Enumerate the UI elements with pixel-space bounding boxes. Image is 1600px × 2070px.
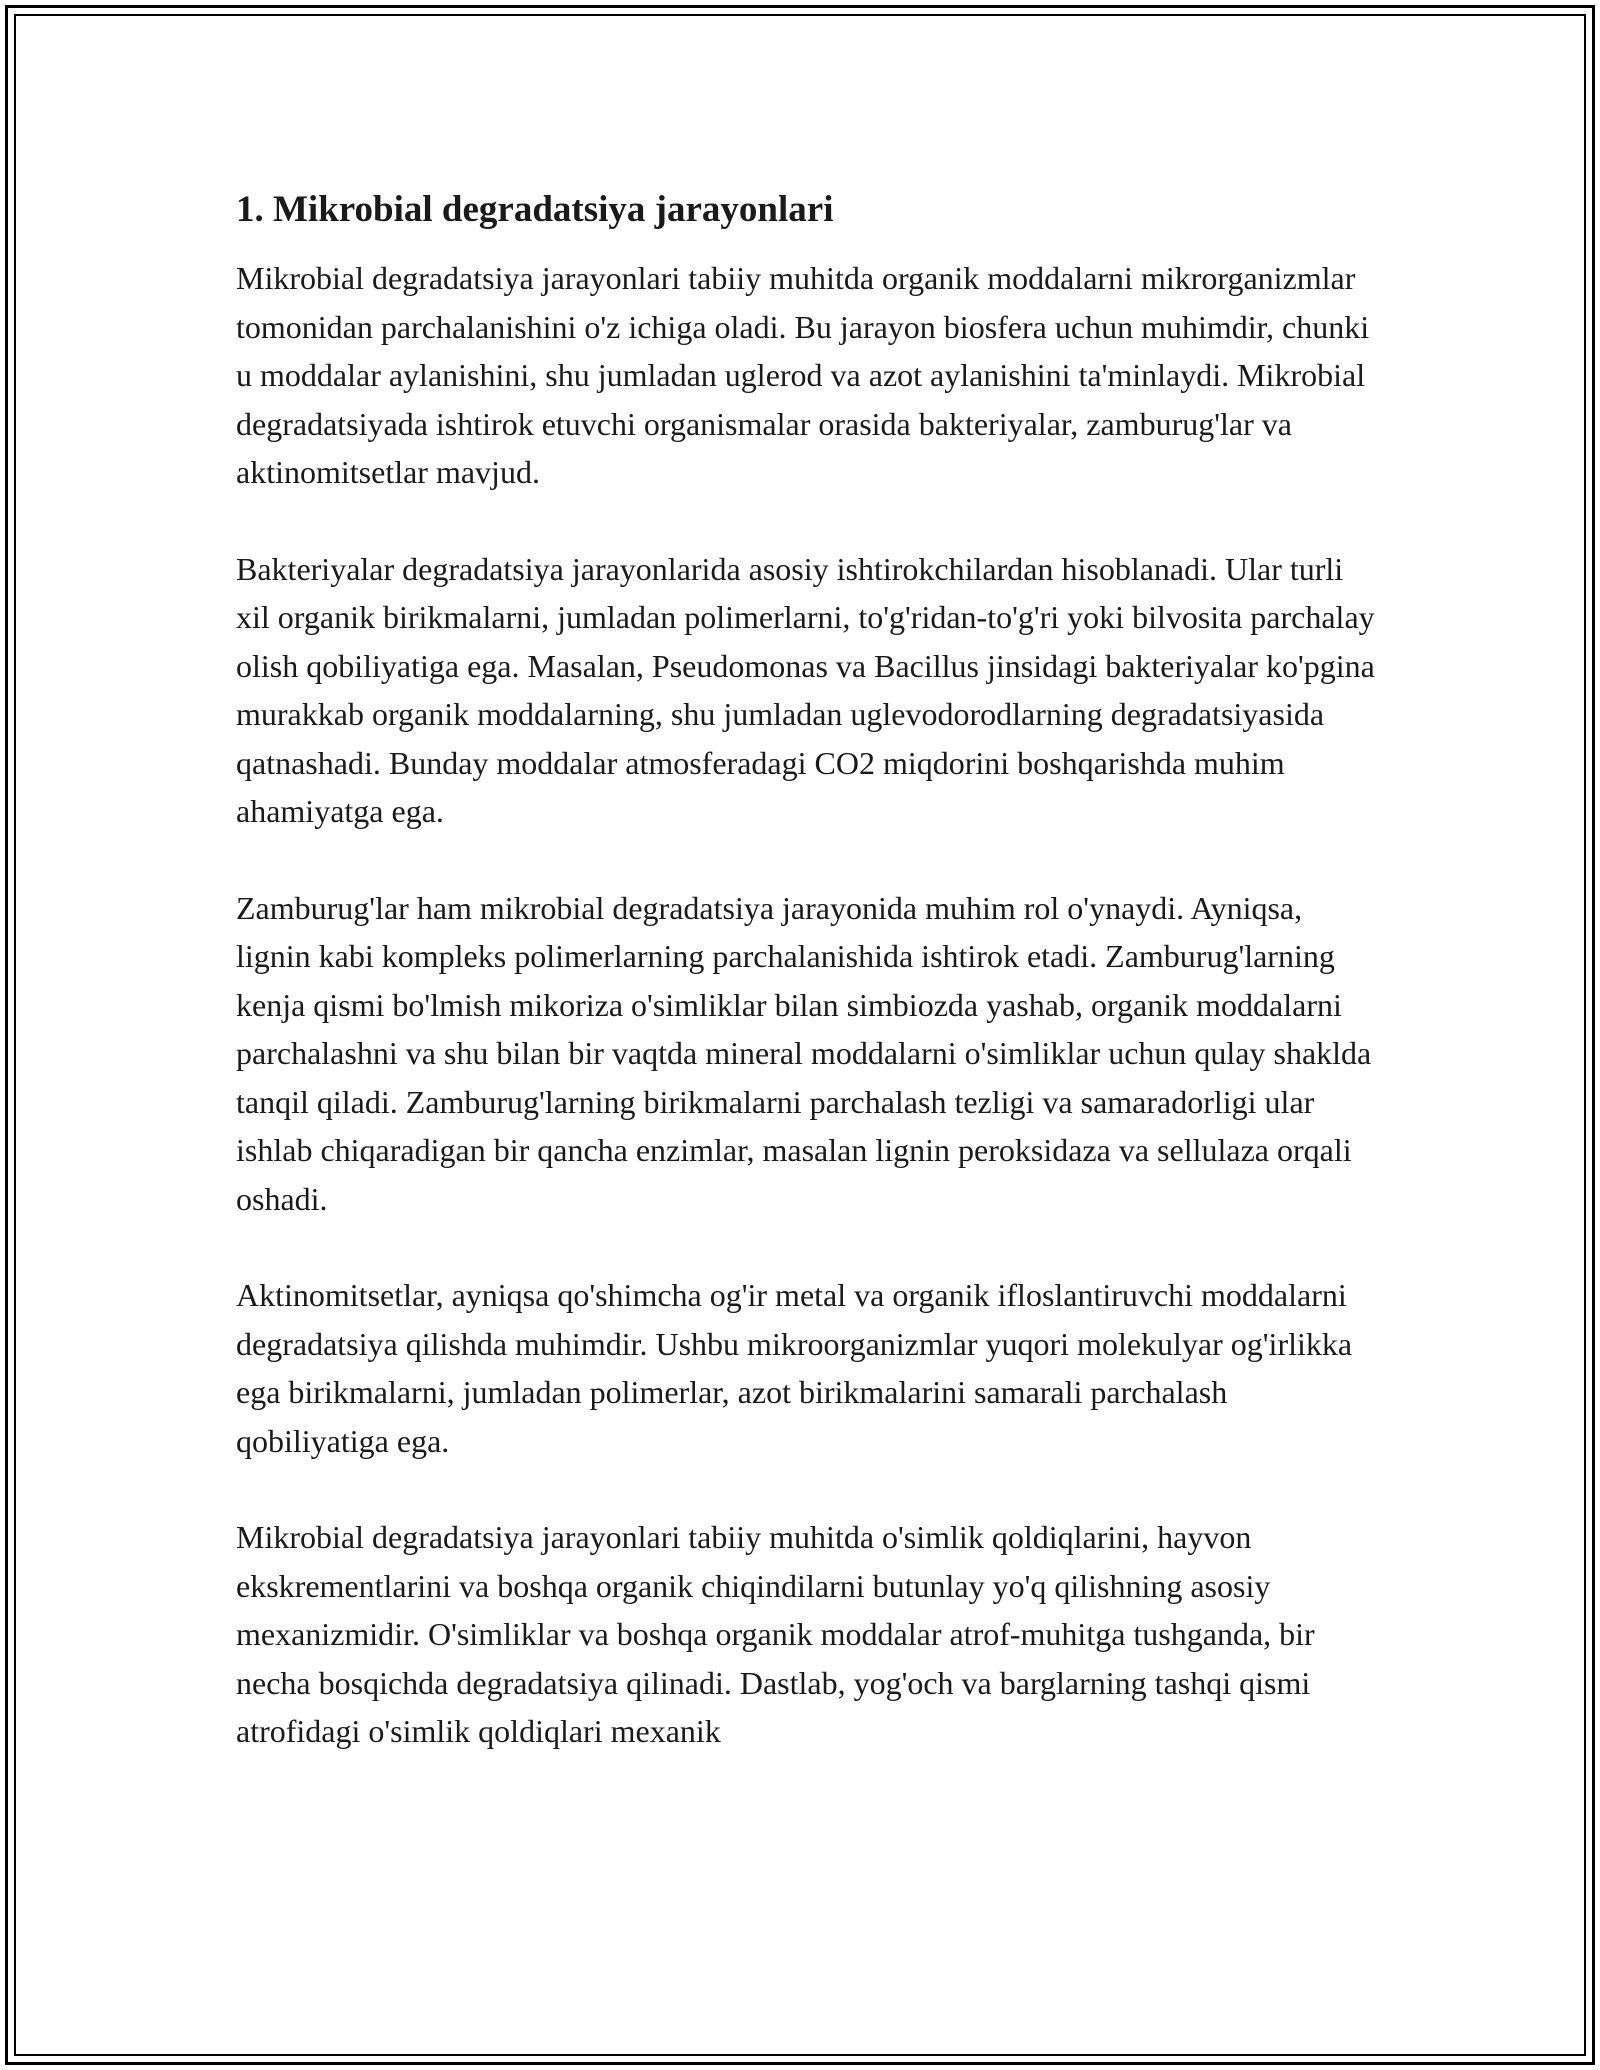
paragraph-bacteria: Bakteriyalar degradatsiya jarayonlarida asosiy ishtirokchilardan hisoblanadi. Ular turli xil organik birikmalarni, jumladan polimerlarni, to'g'ridan-to'g'ri yoki bilvosita parchalay olish qobiliyatiga ega. Masalan, Pseudomonas va Bacillus jinsidagi bakteriyalar ko'pgina murakkab organik moddalarning, shu jumladan uglevodorodlarning degradatsiyasida qatnashadi. Bunday moddalar atmosferadagi CO2 miqdorini boshqarishda muhim ahamiyatga ega. <box>236 550 1375 829</box>
paragraph-actinomycetes: Aktinomitsetlar, ayniqsa qo'shimcha og'ir metal va organik ifloslantiruvchi moddalarni degradatsiya qilishda muhimdir. Ushbu mikroorganizmlar yuqori molekulyar og'irlikka ega birikmalarni, jumladan polimerlar, azot birikmalarini samarali parchalash qobiliyatiga ega. <box>236 1277 1353 1459</box>
section-heading: 1. Mikrobial degradatsiya jarayonlari <box>236 189 834 230</box>
paragraph-fungi: Zamburug'lar ham mikrobial degradatsiya jarayonida muhim rol o'ynaydi. Ayniqsa, lignin kabi kompleks polimerlarning parchalanishida ishtirok etadi. Zamburug'larning kenja qismi bo'lmish mikoriza o'simliklar bilan simbiozda yashab, organik moddalarni parchalashni va shu bilan bir vaqtda mineral moddalarni o'simliklar uchun qulay shakldа tanqil qiladi. Zamburug'larning birikmalarni parchalash tezligi va samaradorligi ular ishlab chiqaradigan bir qancha enzimlar, masalan lignin peroksidaza va sellulaza orqali oshadi. <box>236 889 1372 1217</box>
paragraph-intro: Mikrobial degradatsiya jarayonlari tabiiy muhitda organik moddalarni mikrorganizmlar tomonidan parchalanishini o'z ichiga oladi. Bu jarayon biosfera uchun muhimdir, chunki u moddalar aylanishini, shu jumladan uglerod va azot aylanishini ta'minlaydi. Mikrobial degradatsiyada ishtirok etuvchi organismalar orasida bakteriyalar, zamburug'lar va aktinomitsetlar mavjud. <box>236 260 1370 490</box>
document-body <box>236 186 1376 1804</box>
paragraph-natural-environment: Mikrobial degradatsiya jarayonlari tabiiy muhitda o'simlik qoldiqlarini, hayvon ekskrementlarini va boshqa organik chiqindilarni butunlay yo'q qilishning asosiy mexanizmidir. O'simliklar va boshqa organik moddalar atrof-muhitga tushganda, bir necha bosqichda degradatsiya qilinadi. Dastlab, yog'och va barglarning tashqi qismi atrofidagi o'simlik qoldiqlari mexanik <box>236 1519 1315 1749</box>
